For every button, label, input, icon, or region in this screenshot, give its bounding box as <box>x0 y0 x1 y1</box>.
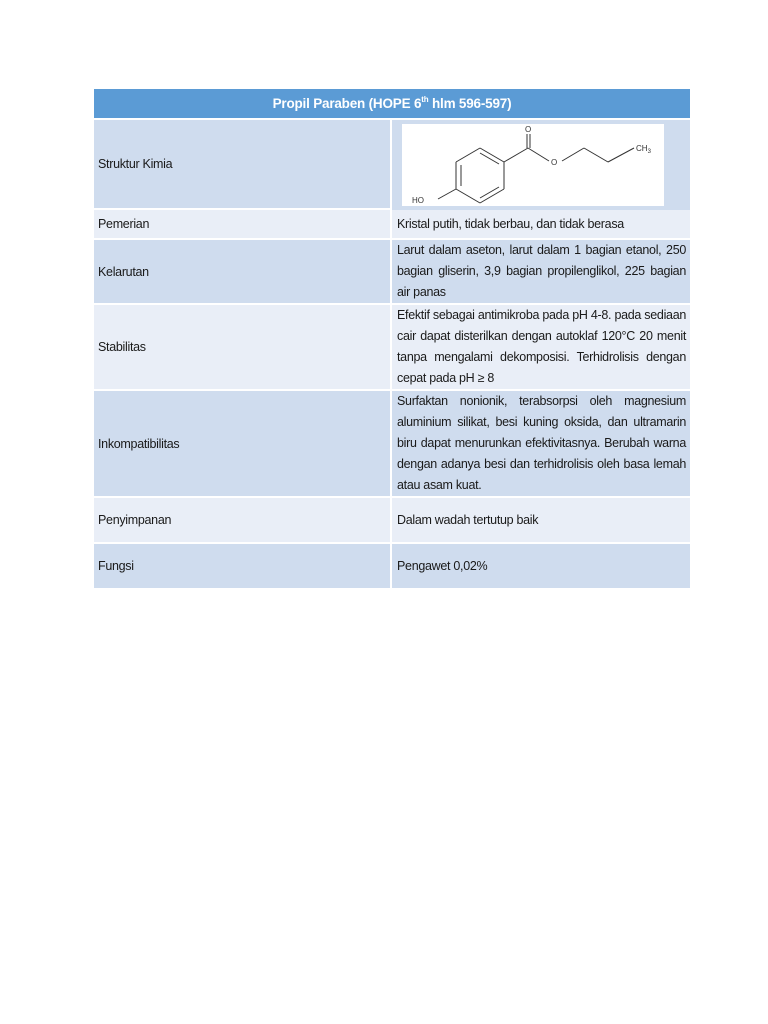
title-prefix: Propil Paraben (HOPE 6 <box>272 96 422 111</box>
row-value: Dalam wadah tertutup baik <box>392 498 690 544</box>
row-label: Fungsi <box>94 544 392 590</box>
table-row-struktur-kimia <box>94 120 690 210</box>
table-title <box>94 89 690 120</box>
atom-label-o-ester: O <box>551 158 558 167</box>
row-value: Larut dalam aseton, larut dalam 1 bagian etanol, 250 bagian gliserin, 3,9 bagian propilenglikol, 225 bagian air panas <box>392 240 690 305</box>
row-value: Efektif sebagai antimikroba pada pH 4-8. pada sediaan cair dapat disterilkan dengan autoklaf 120°C 20 menit tanpa mengalami dekomposisi. Terhidrolisis dengan cepat pada pH ≥ 8 <box>392 305 690 391</box>
table-row-kelarutan <box>94 240 690 305</box>
chemical-structure-image <box>402 124 664 206</box>
title-superscript: th <box>421 95 429 104</box>
atom-label-ho: HO <box>412 196 424 205</box>
row-label: Penyimpanan <box>94 498 392 544</box>
table-row-inkompatibilitas <box>94 391 690 498</box>
title-suffix: hlm 596-597) <box>428 96 512 111</box>
propyl-paraben-structure-svg <box>402 124 664 206</box>
table-row-stabilitas <box>94 305 690 391</box>
row-label: Kelarutan <box>94 240 392 305</box>
row-label: Inkompatibilitas <box>94 391 392 498</box>
row-value: Pengawet 0,02% <box>392 544 690 590</box>
atom-label-ch3-subscript: 3 <box>647 149 651 155</box>
table-row-pemerian <box>94 210 690 240</box>
row-label: Stabilitas <box>94 305 392 391</box>
row-label: Struktur Kimia <box>94 120 392 210</box>
table-row-penyimpanan <box>94 498 690 544</box>
row-label: Pemerian <box>94 210 392 240</box>
propil-paraben-table <box>94 89 690 590</box>
table-row-fungsi <box>94 544 690 590</box>
row-value: Surfaktan nonionik, terabsorpsi oleh magnesium aluminium silikat, besi kuning oksida, dan ultramarin biru dapat menurunkan efektivitasnya. Berubah warna dengan adanya besi dan terhidrolisis oleh basa lemah atau asam kuat. <box>392 391 690 498</box>
row-value: Kristal putih, tidak berbau, dan tidak berasa <box>392 210 690 240</box>
atom-label-ch: CH <box>636 144 648 153</box>
atom-label-o-carbonyl: O <box>525 125 532 134</box>
atom-label-ch3 <box>636 144 652 155</box>
structure-cell <box>392 120 690 210</box>
